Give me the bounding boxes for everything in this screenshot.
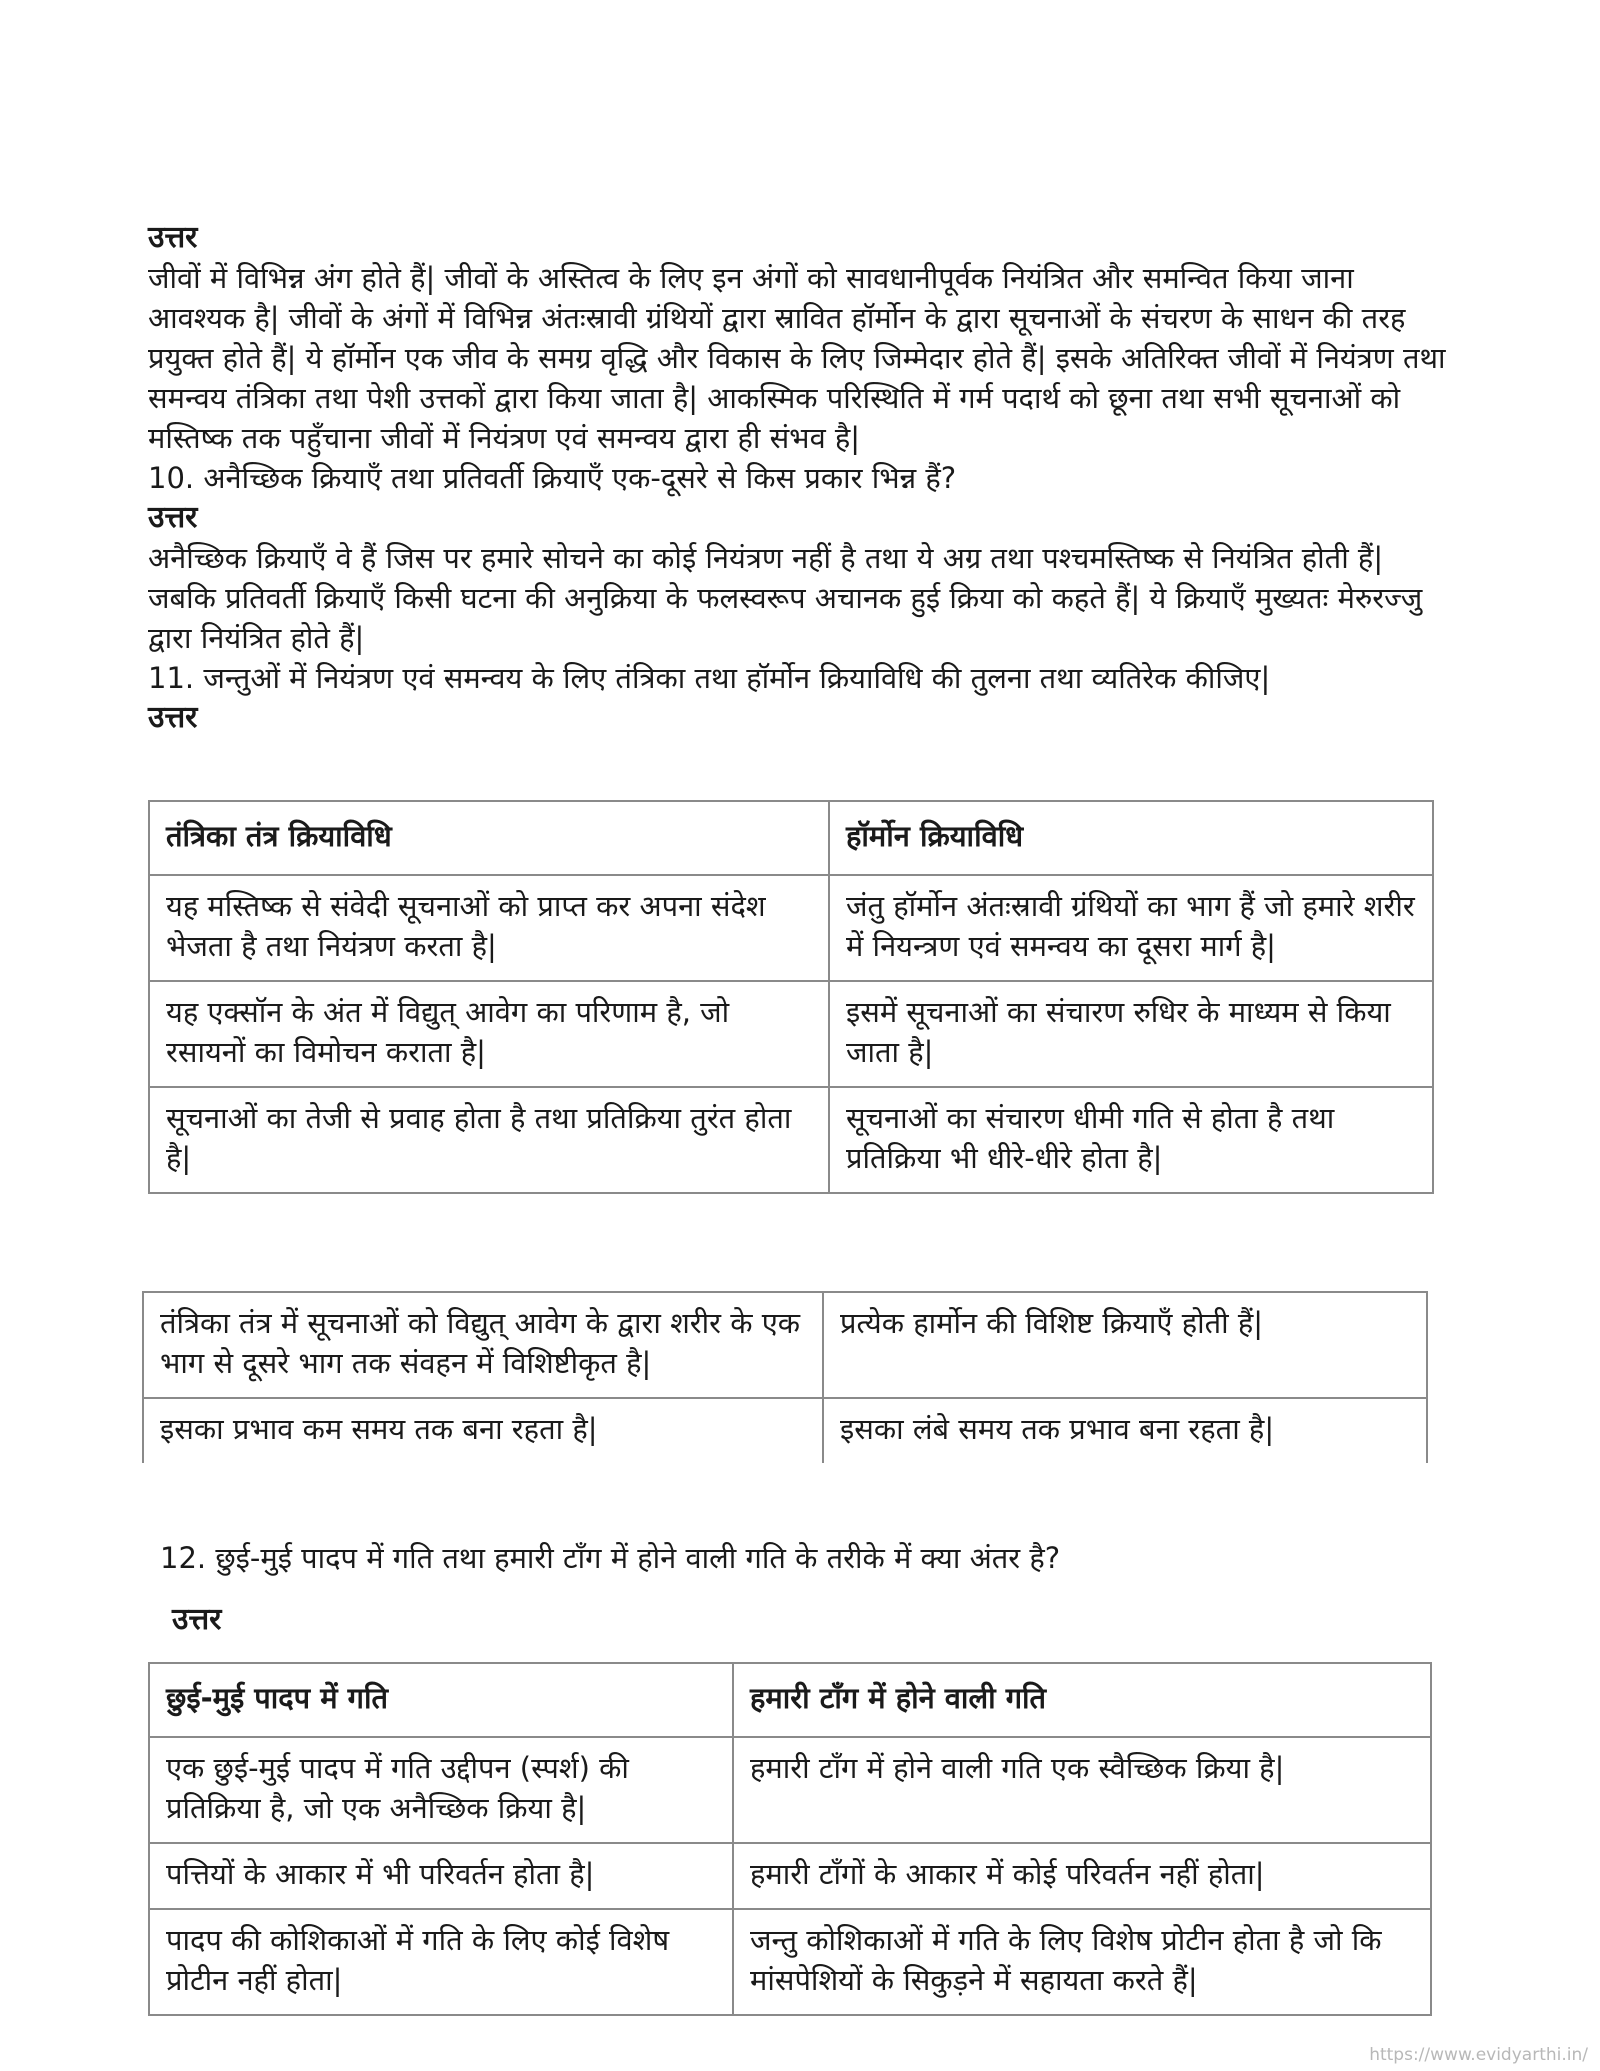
table-header-row xyxy=(149,1663,1431,1737)
table-cell: हमारी टाँगों के आकार में कोई परिवर्तन नहीं होता| xyxy=(733,1843,1431,1909)
comparison-table-plant-leg-movement xyxy=(148,1662,1432,2016)
table-cell: सूचनाओं का तेजी से प्रवाह होता है तथा प्रतिक्रिया तुरंत होता है| xyxy=(149,1087,829,1193)
table-row xyxy=(143,1292,1427,1398)
table-row xyxy=(149,981,1433,1087)
table-cell: इसमें सूचनाओं का संचारण रुधिर के माध्यम से किया जाता है| xyxy=(829,981,1433,1087)
table-header-row xyxy=(149,801,1433,875)
answer-paragraph: अनैच्छिक क्रियाएँ वे हैं जिस पर हमारे सोचने का कोई नियंत्रण नहीं है तथा ये अग्र तथा पश्चमस्तिष्क से नियंत्रित होती हैं| जबकि प्रतिवर्ती क्रियाएँ किसी घटना की अनुक्रिया के फलस्वरूप अचानक हुई क्रिया को कहते हैं| ये क्रियाएँ मुख्यतः मेरुरज्जु द्वारा नियंत्रित होते हैं| xyxy=(148,541,1423,655)
table-row xyxy=(149,1087,1433,1193)
footer-url[interactable]: https://www.evidyarthi.in/ xyxy=(1369,2045,1588,2065)
comparison-table-nervous-hormonal xyxy=(148,800,1434,1194)
answer-heading: उत्तर xyxy=(148,700,198,735)
answer-heading: उत्तर xyxy=(172,1602,222,1637)
answer-heading: उत्तर xyxy=(148,220,198,255)
table-header-cell: हॉर्मोन क्रियाविधि xyxy=(829,801,1433,875)
question-11: 11. जन्तुओं में नियंत्रण एवं समन्वय के लिए तंत्रिका तथा हॉर्मोन क्रियाविधि की तुलना तथा व्यतिरेक कीजिए| xyxy=(148,661,1271,695)
question-12: 12. छुई-मुई पादप में गति तथा हमारी टाँग में होने वाली गति के तरीके में क्या अंतर है? xyxy=(160,1541,1061,1575)
table-cell: इसका प्रभाव कम समय तक बना रहता है| xyxy=(143,1398,823,1463)
question-10: 10. अनैच्छिक क्रियाएँ तथा प्रतिवर्ती क्रियाएँ एक-दूसरे से किस प्रकार भिन्न हैं? xyxy=(148,461,957,495)
table-row xyxy=(149,1909,1431,2015)
table-cell: जन्तु कोशिकाओं में गति के लिए विशेष प्रोटीन होता है जो कि मांसपेशियों के सिकुड़ने में सहायता करते हैं| xyxy=(733,1909,1431,2015)
table-cell: जंतु हॉर्मोन अंतःस्रावी ग्रंथियों का भाग हैं जो हमारे शरीर में नियन्त्रण एवं समन्वय का दूसरा मार्ग है| xyxy=(829,875,1433,981)
table-header-cell: हमारी टाँग में होने वाली गति xyxy=(733,1663,1431,1737)
table-cell: इसका लंबे समय तक प्रभाव बना रहता है| xyxy=(823,1398,1427,1463)
table-cell: प्रत्येक हार्मोन की विशिष्ट क्रियाएँ होती हैं| xyxy=(823,1292,1427,1398)
table-row xyxy=(149,1737,1431,1843)
table-cell: सूचनाओं का संचारण धीमी गति से होता है तथा प्रतिक्रिया भी धीरे-धीरे होता है| xyxy=(829,1087,1433,1193)
table-cell: पत्तियों के आकार में भी परिवर्तन होता है| xyxy=(149,1843,733,1909)
table-cell: हमारी टाँग में होने वाली गति एक स्वैच्छिक क्रिया है| xyxy=(733,1737,1431,1843)
table-row xyxy=(143,1398,1427,1463)
table-cell: यह एक्सॉन के अंत में विद्युत् आवेग का परिणाम है, जो रसायनों का विमोचन कराता है| xyxy=(149,981,829,1087)
table-cell: एक छुई-मुई पादप में गति उद्दीपन (स्पर्श) की प्रतिक्रिया है, जो एक अनैच्छिक क्रिया है| xyxy=(149,1737,733,1843)
comparison-table-continued xyxy=(142,1291,1428,1463)
table-row xyxy=(149,1843,1431,1909)
table-cell: तंत्रिका तंत्र में सूचनाओं को विद्युत् आवेग के द्वारा शरीर के एक भाग से दूसरे भाग तक संवहन में विशिष्टीकृत है| xyxy=(143,1292,823,1398)
answer-paragraph: जीवों में विभिन्न अंग होते हैं| जीवों के अस्तित्व के लिए इन अंगों को सावधानीपूर्वक नियंत्रित और समन्वित किया जाना आवश्यक है| जीवों के अंगों में विभिन्न अंतःस्रावी ग्रंथियों द्वारा स्रावित हॉर्मोन के द्वारा सूचनाओं के संचरण के साधन की तरह प्रयुक्त होते हैं| ये हॉर्मोन एक जीव के समग्र वृद्धि और विकास के लिए जिम्मेदार होते हैं| इसके अतिरिक्त जीवों में नियंत्रण तथा समन्वय तंत्रिका तथा पेशी उत्तकों द्वारा किया जाता है| आकस्मिक परिस्थिति में गर्म पदार्थ को छूना तथा सभी सूचनाओं को मस्तिष्क तक पहुँचाना जीवों में नियंत्रण एवं समन्वय द्वारा ही संभव है| xyxy=(148,261,1446,455)
page-content xyxy=(148,218,1448,738)
table-cell: पादप की कोशिकाओं में गति के लिए कोई विशेष प्रोटीन नहीं होता| xyxy=(149,1909,733,2015)
table-header-cell: तंत्रिका तंत्र क्रियाविधि xyxy=(149,801,829,875)
table-cell: यह मस्तिष्क से संवेदी सूचनाओं को प्राप्त कर अपना संदेश भेजता है तथा नियंत्रण करता है| xyxy=(149,875,829,981)
table-row xyxy=(149,875,1433,981)
table-header-cell: छुई-मुई पादप में गति xyxy=(149,1663,733,1737)
answer-heading: उत्तर xyxy=(148,500,198,535)
